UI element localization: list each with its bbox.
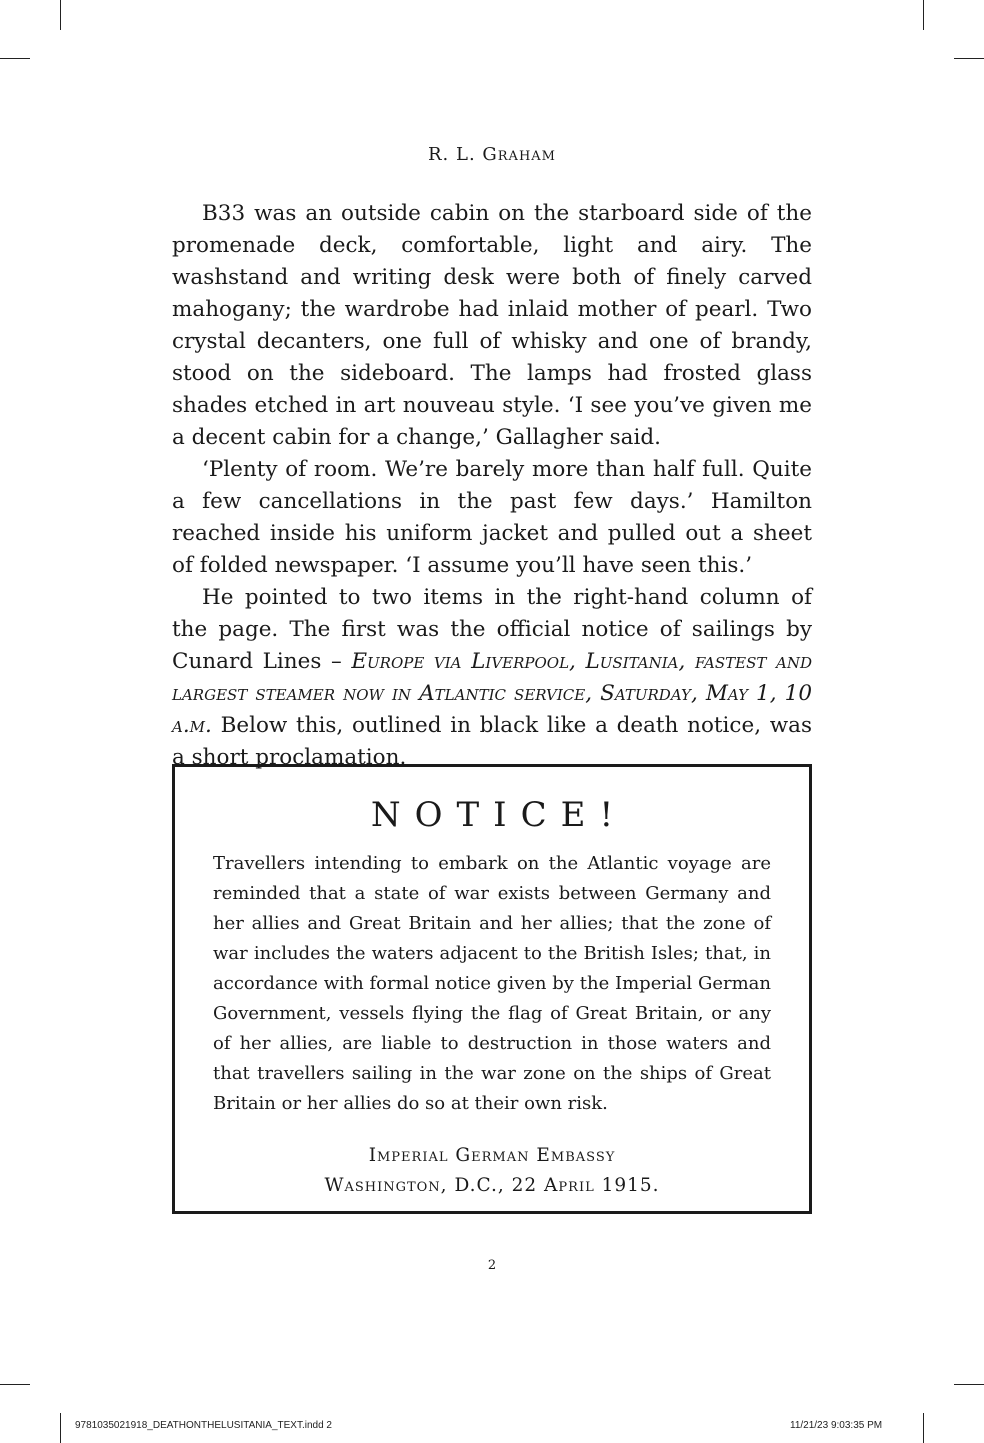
crop-mark-left-bottom	[0, 1384, 30, 1385]
page-number: 2	[487, 1258, 497, 1273]
running-head: R. L. Graham	[428, 144, 556, 165]
crop-mark-bottom-left	[60, 1413, 61, 1443]
sailing-notice-text: Europe via Liverpool, Lusitania, fastest and largest steamer now in Atlantic service, Saturday, May 1, 10 a.m.	[172, 649, 812, 738]
paragraph-2: ‘Plenty of room. We’re barely more than half full. Quite a few cancellations in the past few days.’ Hamilton reached inside his uniform jacket and pulled out a sheet of folded newspaper. ‘I assume you’ll have seen this.’	[172, 457, 812, 578]
slug-file: 9781035021918_DEATHONTHELUSITANIA_TEXT.indd 2	[75, 1420, 332, 1431]
crop-mark-bottom-right	[923, 1413, 924, 1443]
crop-mark-right-top	[954, 58, 984, 59]
signature-line-2: Washington, D.C., 22 April 1915.	[324, 1175, 660, 1196]
notice-signature	[175, 1141, 809, 1201]
paragraph-3-end: Below this, outlined in black like a death notice, was a short proclamation.	[172, 713, 812, 770]
notice-title: NOTICE!	[370, 795, 628, 835]
paragraph-3-start: He pointed to two items in the right-hand column of the page. The first was the official notice of sailings by Cunard Lines –	[172, 585, 812, 674]
crop-mark-top-left	[60, 0, 61, 30]
slug-timestamp: 11/21/23 9:03:35 PM	[790, 1420, 883, 1431]
paragraph-3	[172, 582, 812, 774]
signature-line-1: Imperial German Embassy	[368, 1145, 616, 1166]
paragraph-1: B33 was an outside cabin on the starboard side of the promenade deck, comfortable, light and airy. The washstand and writing desk were both of finely carved mahogany; the wardrobe had inlaid mother of pearl. Two crystal decanters, one full of whisky and one of brandy, stood on the sideboard. The lamps had frosted glass shades etched in art nouveau style. ‘I see you’ve given me a decent cabin for a change,’ Gallagher said.	[172, 201, 812, 450]
body-text	[172, 198, 812, 774]
crop-mark-right-bottom	[954, 1384, 984, 1385]
crop-mark-top-right	[923, 0, 924, 30]
notice-box	[172, 764, 812, 1214]
crop-mark-left-top	[0, 58, 30, 59]
notice-text: Travellers intending to embark on the Atlantic voyage are reminded that a state of war exists between Germany and her allies and Great Britain and her allies; that the zone of war includes the waters adjacent to the British Isles; that, in accordance with formal notice given by the Imperial German Government, vessels flying the flag of Great Britain, or any of her allies, are liable to destruction in those waters and that travellers sailing in the war zone on the ships of Great Britain or her allies do so at their own risk.	[213, 853, 771, 1114]
